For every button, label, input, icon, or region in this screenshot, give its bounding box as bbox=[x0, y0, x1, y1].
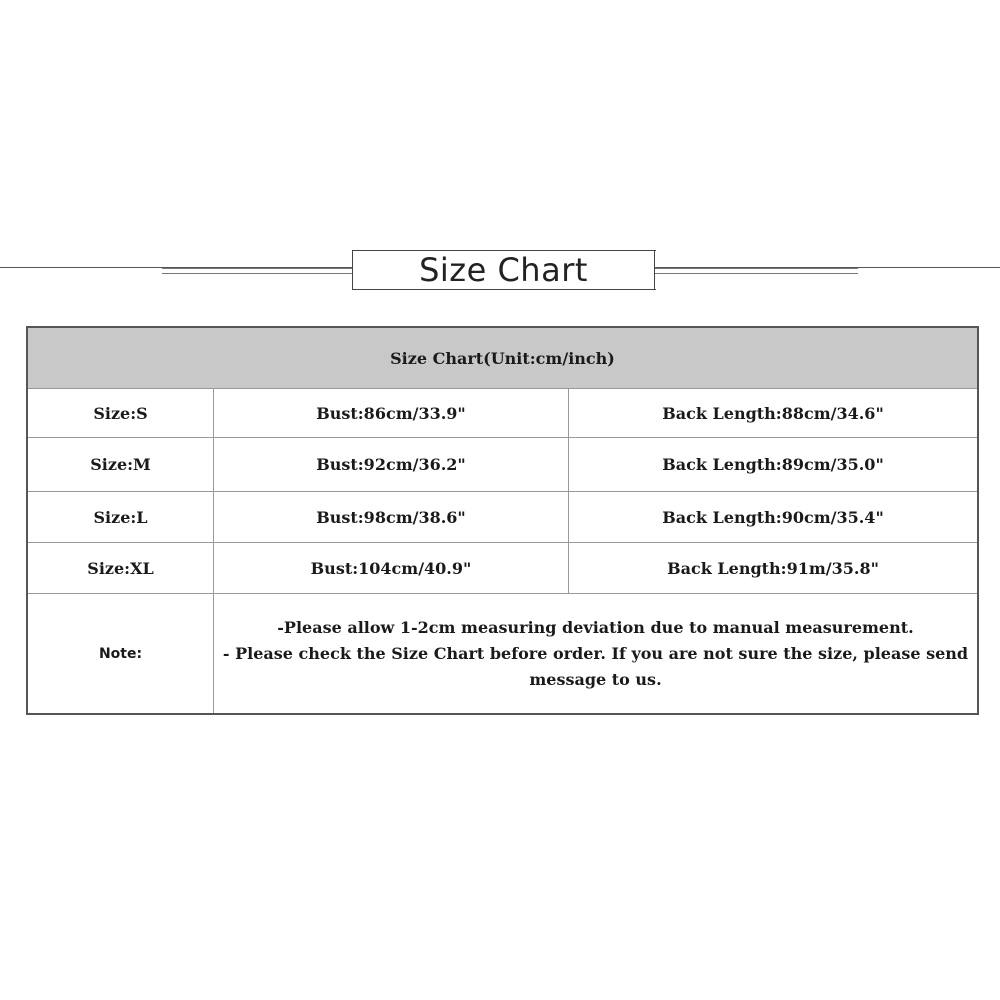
note-row bbox=[28, 594, 977, 713]
back-length-cell: Back Length:89cm/35.0" bbox=[662, 455, 884, 474]
bust-cell: Bust:98cm/38.6" bbox=[214, 492, 569, 542]
back-length-cell: Back Length:88cm/34.6" bbox=[662, 403, 884, 423]
note-line: -Please allow 1-2cm measuring deviation due to manual measurement. bbox=[277, 617, 914, 637]
size-cell: Size:S bbox=[28, 389, 214, 437]
note-line: - Please check the Size Chart before order. If you are not sure the size, please send message to us. bbox=[222, 643, 969, 689]
note-label: Note: bbox=[28, 594, 214, 713]
table-heading: Size Chart(Unit:cm/inch) bbox=[28, 328, 977, 389]
decorative-line-left-upper bbox=[162, 268, 352, 269]
table-row bbox=[28, 438, 977, 492]
bust-cell: Bust:92cm/36.2" bbox=[214, 438, 569, 491]
table-row bbox=[28, 389, 977, 438]
size-cell: Size:L bbox=[28, 492, 214, 542]
bust-cell: Bust:86cm/33.9" bbox=[214, 389, 569, 437]
back-length-cell: Back Length:91m/35.8" bbox=[667, 558, 879, 578]
table-row bbox=[28, 492, 977, 543]
size-chart-table bbox=[26, 326, 979, 715]
decorative-line-left-lower bbox=[162, 273, 352, 274]
size-cell: Size:M bbox=[28, 438, 214, 491]
back-length-cell: Back Length:90cm/35.4" bbox=[662, 507, 884, 527]
note-content bbox=[214, 594, 977, 713]
size-cell: Size:XL bbox=[28, 543, 214, 593]
bust-cell: Bust:104cm/40.9" bbox=[214, 543, 569, 593]
title-box bbox=[352, 250, 655, 290]
table-row bbox=[28, 543, 977, 594]
decorative-line-right-lower bbox=[655, 273, 858, 274]
page-title: Size Chart bbox=[419, 251, 588, 289]
decorative-line-right-upper bbox=[655, 268, 858, 269]
size-chart-header bbox=[0, 240, 1000, 300]
